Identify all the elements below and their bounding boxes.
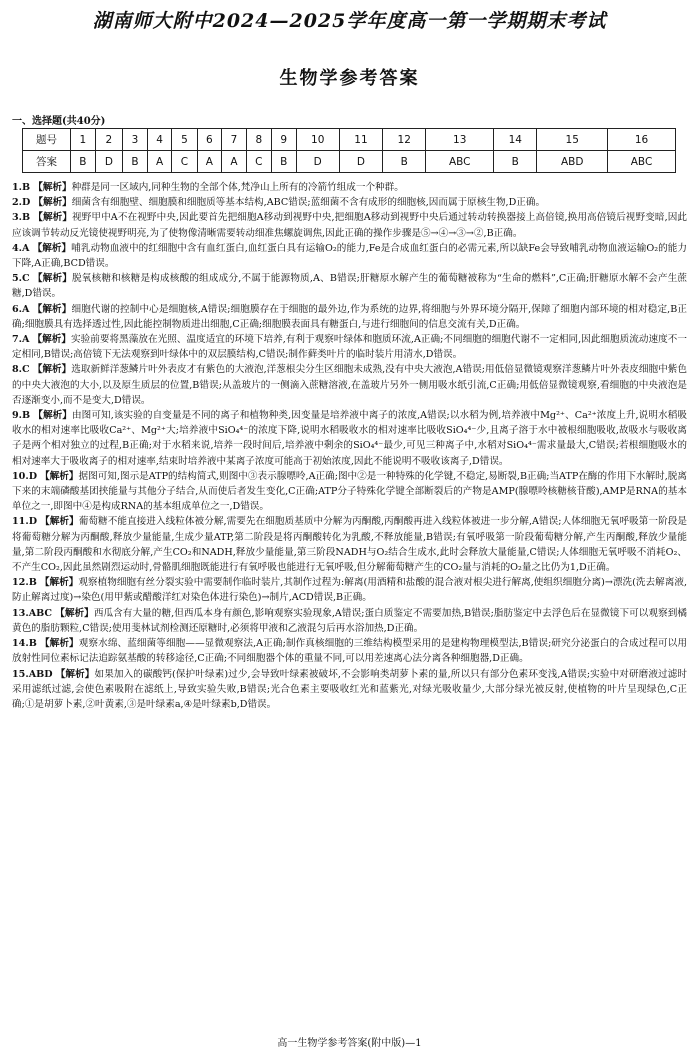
answer-table-number-row <box>23 129 676 151</box>
question-number-cell: 12 <box>383 129 426 151</box>
answer-cell: C <box>172 151 197 173</box>
answer-cell: B <box>494 151 537 173</box>
explanation-text: 观察植物细胞有丝分裂实验中需要制作临时装片,其制作过程为:解离(用酒精和盐酸的混合液对根尖进行解离,使组织细胞分离)→漂洗(洗去解离液,防止解离过度)→染色(用甲紫或醋酸洋红对染色体进行染色)→制片,ACD错误,B正确。 <box>12 577 687 604</box>
question-number-cell: 7 <box>222 129 247 151</box>
explanation-item <box>12 302 687 332</box>
explanation-text: 脱氧核糖和核糖是构成核酸的组成成分,不属于能源物质,A、B错误;肝糖原水解产生的葡萄糖被称为“生命的燃料”,C正确;肝糖原水解不会产生蔗糖,D错误。 <box>12 273 687 300</box>
answer-cell: A <box>222 151 247 173</box>
explanation-item <box>12 636 687 666</box>
explanation-number: 9.B <box>12 410 31 422</box>
explanation-tag: 【解析】 <box>33 197 72 209</box>
explanation-tag: 【解析】 <box>33 212 73 224</box>
explanation-text: 视野甲中A不在视野中央,因此要首先把细胞A移动到视野中央,把细胞A移动到视野中央后通过转动转换器接上高倍镜,换用高倍镜后视野变暗,因此应该调节转动反光镜使视野明亮,为了使物像清晰需要转动细准焦螺旋调焦,因此正确的操作步骤是⑤→④→③→②,B正确。 <box>12 212 688 239</box>
answer-cell: B <box>71 151 96 173</box>
explanation-item <box>12 667 687 713</box>
question-number-cell: 16 <box>608 129 676 151</box>
explanation-text: 种群是同一区域内,同种生物的全部个体,梵净山上所有的冷箭竹组成一个种群。 <box>71 182 404 193</box>
explanation-item <box>12 180 687 195</box>
row-label-answer: 答案 <box>23 151 71 173</box>
explanation-text: 由图可知,该实验的自变量是不同的离子和植物种类,因变量是培养液中离子的浓度,A错误;以水稻为例,培养液中Mg²⁺、Ca²⁺浓度上升,说明水稻吸收水的相对速率比吸收Ca²⁺、Mg²⁺大;培养液中SiO₄⁴⁻的浓度下降,说明水稻吸收水的相对速率比吸收SiO₄⁴⁻少,且离子溶于水中被根细胞吸收,故吸水与吸收离子是两个相对独立的过程,B正确;对于水稻来说,培养一段时间后,培养液中剩余的SiO₄⁴⁻最少,可见三种离子中,水稻对SiO₄⁴⁻需求量最大,C错误;若根细胞吸水的相对速率大于吸收离子的相对速率,结束时培养液中某离子浓度可能高于初始浓度,因此不能说明不吸收该离子,D错误。 <box>12 410 687 467</box>
page-footer: 高一生物学参考答案(附中版)—1 <box>277 1038 422 1049</box>
explanation-item <box>12 332 687 362</box>
explanation-tag: 【解析】 <box>32 242 72 254</box>
explanation-number: 12.B <box>12 577 37 589</box>
explanation-text: 如果加入的碳酸钙(保护叶绿素)过少,会导致叶绿素被破坏,不会影响类胡萝卜素的量,所以只有部分色素环变浅,A错误;实验中对研磨液过滤时采用滤纸过滤,会使色素吸附在滤纸上,导致实验失败,B错误;光合色素主要吸收红光和蓝紫光,对绿光吸收量少,大部分绿光被反射,使植物的叶片呈现绿色,C正确;①是胡萝卜素,②叶黄素,③是叶绿素a,④是叶绿素b,D错误。 <box>12 668 687 710</box>
answer-cell: D <box>95 151 122 173</box>
question-number-cell: 14 <box>494 129 537 151</box>
explanation-text: 细胞代谢的控制中心是细胞核,A错误;细胞膜存在于细胞的最外边,作为系统的边界,将细胞与外界环境分隔开,保障了细胞内部环境的相对稳定,B正确;细胞膜具有选择透过性,因此能控制物质进出细胞,C正确;细胞膜表面具有糖蛋白,与进行细胞间的信息交流有关,D正确。 <box>12 303 687 330</box>
explanation-tag: 【解析】 <box>33 410 72 422</box>
explanation-tag: 【解析】 <box>39 577 79 589</box>
question-number-cell: 6 <box>197 129 222 151</box>
explanation-tag: 【解析】 <box>33 182 72 193</box>
explanation-tag: 【解析】 <box>32 303 72 315</box>
answer-cell: A <box>147 151 172 173</box>
explanation-number: 10.D <box>12 470 38 482</box>
explanation-number: 8.C <box>12 364 30 376</box>
explanation-number: 5.C <box>12 273 30 285</box>
explanation-text: 选取新鲜洋葱鳞片叶外表皮才有紫色的大液泡,洋葱根尖分生区细胞未成熟,没有中央大液泡,A错误;用低倍显微镜观察洋葱鳞片叶外表皮细胞中紫色的中央大液泡的大小,以及原生质层的位置,B错误;从盖玻片的一侧滴入蔗糖溶液,在盖玻片另外一侧用吸水纸引流,C正确;用低倍显微镜观察,看细胞的中央液泡是否逐渐变小,而不是变大,D错误。 <box>12 364 687 406</box>
explanation-item <box>12 408 687 469</box>
question-number-cell: 4 <box>147 129 172 151</box>
explanation-item <box>12 606 687 636</box>
explanation-number: 1.B <box>12 182 31 193</box>
answer-cell: A <box>197 151 222 173</box>
explanation-item <box>12 514 687 575</box>
explanations-list <box>12 180 687 712</box>
explanation-item <box>12 575 687 605</box>
explanation-tag: 【解析】 <box>32 364 72 376</box>
answer-cell: B <box>123 151 148 173</box>
answer-table <box>22 128 676 173</box>
explanation-tag: 【解析】 <box>39 638 79 650</box>
explanation-text: 观察水绵、蓝细菌等细胞——显微观察法,A正确;制作真核细胞的三维结构模型采用的是建构物理模型法,B错误;研究分泌蛋白的合成过程可以用放射性同位素标记法追踪氨基酸的转移途径,C正确;不同细胞器个体的重量不同,可以用差速离心法分离各种细胞器,D正确。 <box>12 638 688 665</box>
explanation-text: 细菌含有细胞壁、细胞膜和细胞质等基本结构,ABC错误;蓝细菌不含有成形的细胞核,因而属于原核生物,D正确。 <box>71 197 546 209</box>
explanation-tag: 【解析】 <box>55 668 95 680</box>
row-label-number: 题号 <box>23 129 71 151</box>
question-number-cell: 13 <box>426 129 494 151</box>
answer-cell: ABC <box>608 151 676 173</box>
explanation-item <box>12 195 687 210</box>
question-number-cell: 2 <box>95 129 122 151</box>
question-number-cell: 3 <box>123 129 148 151</box>
explanation-number: 3.B <box>12 212 31 224</box>
section-heading: 一、选择题(共40分) <box>12 116 106 127</box>
question-number-cell: 10 <box>296 129 339 151</box>
answer-cell: D <box>339 151 382 173</box>
explanation-number: 4.A <box>12 242 30 254</box>
explanation-text: 据图可知,图示是ATP的结构简式,则图中③表示腺嘌呤,A正确;图中②是一种特殊的化学键,不稳定,易断裂,B正确;当ATP在酶的作用下水解时,脱离下来的末端磷酸基团挟能量与其他分子结合,从而使后者发生变化,C正确;ATP分子特殊化学键全部断裂后的产物是AMP(腺嘌呤核糖核苷酸),AMP是RNA的基本单位之一,即图中④是构成RNA的基本组成单位之一,D错误。 <box>12 470 687 513</box>
explanation-number: 11.D <box>12 516 38 528</box>
explanation-number: 14.B <box>12 638 37 650</box>
question-number-cell: 5 <box>172 129 197 151</box>
answer-cell: C <box>246 151 271 173</box>
explanation-number: 2.D <box>12 197 31 209</box>
question-number-cell: 8 <box>246 129 271 151</box>
answer-cell: B <box>271 151 296 173</box>
question-number-cell: 9 <box>271 129 296 151</box>
explanation-item <box>12 271 687 301</box>
explanation-tag: 【解析】 <box>55 607 94 619</box>
page-title: 湖南师大附中2024—2025学年度高一第一学期期末考试 <box>92 10 607 32</box>
explanation-item <box>12 469 687 515</box>
answer-cell: ABC <box>426 151 494 173</box>
explanation-number: 15.ABD <box>12 668 53 680</box>
question-number-cell: 15 <box>537 129 608 151</box>
explanation-tag: 【解析】 <box>40 516 79 528</box>
explanation-number: 6.A <box>12 303 30 315</box>
explanation-number: 13.ABC <box>12 607 53 619</box>
explanation-text: 哺乳动物血液中的红细胞中含有血红蛋白,血红蛋白具有运输O₂的能力,Fe是合成血红蛋白的必需元素,所以缺Fe会导致哺乳动物血液运输O₂的能力下降,A正确,BCD错误。 <box>12 242 688 270</box>
explanation-number: 7.A <box>12 334 30 346</box>
explanation-item <box>12 210 687 240</box>
answer-cell: D <box>296 151 339 173</box>
explanation-text: 葡萄糖不能直接进入线粒体被分解,需要先在细胞质基质中分解为丙酮酸,丙酮酸再进入线粒体被进一步分解,A错误;人体细胞无氧呼吸第一阶段是将葡萄糖分解为丙酮酸,释放少量能量,生成少量ATP,第二阶段是将丙酮酸转化为乳酸,不释放能量,B错误;有氧呼吸第一阶段葡萄糖分解,产生丙酮酸,释放少量能量,第二阶段丙酮酸和水彻底分解,产生CO₂和NADH,释放少量能量,第三阶段NADH与O₂结合生成水,此时会释放大量能量,C错误;人体细胞无氧呼吸不消耗O₂、不产生CO₂,因此虽然剧烈运动时,骨骼肌细胞既能进行有氧呼吸也能进行无氧呼吸,但分解葡萄糖产生的CO₂量与消耗的O₂量之比仍为1,D正确。 <box>12 516 687 574</box>
answer-cell: ABD <box>537 151 608 173</box>
explanation-tag: 【解析】 <box>40 470 79 482</box>
explanation-tag: 【解析】 <box>32 273 73 285</box>
question-number-cell: 11 <box>339 129 382 151</box>
question-number-cell: 1 <box>71 129 96 151</box>
explanation-tag: 【解析】 <box>32 334 72 346</box>
explanation-text: 实验前要将黑藻放在光照、温度适宜的环境下培养,有利于观察叶绿体和胞质环流,A正确;不同细胞的细胞代谢不一定相同,因此细胞质流动速度不一定相同,B错误;高倍镜下无法观察到叶绿体中的双层膜结构,C错误;制作藓类叶片的临时装片用清水,D错误。 <box>12 334 687 361</box>
page-subtitle: 生物学参考答案 <box>279 68 420 89</box>
answer-table-answer-row <box>23 151 676 173</box>
answer-cell: B <box>383 151 426 173</box>
explanation-text: 西瓜含有大量的糖,但西瓜本身有颜色,影响观察实验现象,A错误;蛋白质鉴定不需要加热,B错误;脂肪鉴定中去浮色后在显微镜下可以观察到橘黄色的脂肪颗粒,C错误;使用斐林试剂检测还原糖时,必须将甲液和乙液混匀后再水浴加热,D正确。 <box>12 607 688 634</box>
explanation-item <box>12 362 687 408</box>
explanation-item <box>12 241 687 271</box>
